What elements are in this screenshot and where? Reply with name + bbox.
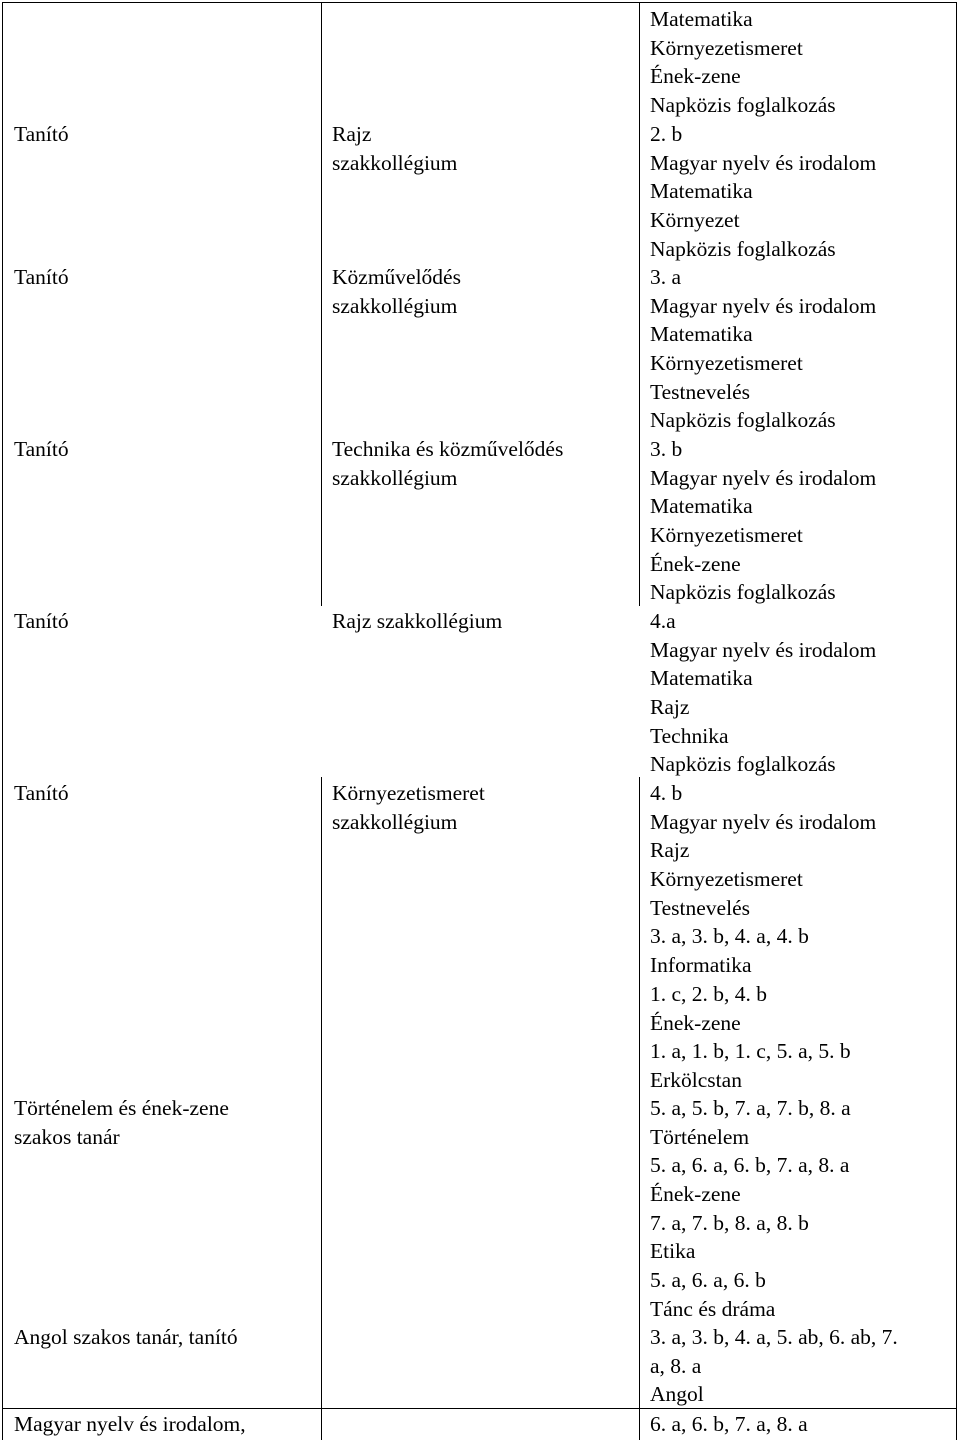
class-line: a, 8. a [650, 1353, 702, 1378]
class-line: 3. a [650, 265, 682, 289]
role-cell [14, 263, 69, 292]
class-line: 2. b [650, 122, 683, 146]
class-line: Erkölcstan [650, 1067, 742, 1092]
class-line: Környezetismeret [650, 35, 803, 60]
subject-line: Rajz [332, 122, 372, 146]
role-text: Tanító [14, 122, 69, 146]
class-line: Napközis foglalkozás [650, 93, 836, 118]
class-line: Ének-zene [650, 64, 741, 89]
table-border-right [956, 2, 957, 1440]
table-row [650, 5, 836, 120]
table-border-left [2, 2, 3, 1440]
class-line: Testnevelés [650, 895, 750, 920]
role-cell [14, 1094, 229, 1151]
class-line: Matematika [650, 179, 753, 204]
subject-line: Rajz szakkollégium [332, 609, 503, 633]
class-line: Rajz [650, 838, 690, 863]
role-text: Történelem és ének-zene [14, 1096, 229, 1120]
subject-line: szakkollégium [332, 465, 458, 490]
class-line: Matematika [650, 494, 753, 519]
subject-line: Közművelődés [332, 265, 461, 289]
subject-line: Technika és közművelődés [332, 437, 564, 461]
classes-cell [650, 263, 876, 435]
role-text: Angol szakos tanár, tanító [14, 1325, 238, 1349]
class-line: 3. a, 3. b, 4. a, 5. ab, 6. ab, 7. [650, 1325, 898, 1349]
table-border-top [2, 2, 957, 3]
class-line: Napközis foglalkozás [650, 236, 836, 261]
column-divider-2 [639, 777, 640, 1440]
class-line: 7. a, 7. b, 8. a, 8. b [650, 1210, 809, 1235]
class-line: Matematika [650, 322, 753, 347]
column-divider-1 [321, 2, 322, 606]
role-cell [14, 435, 69, 464]
class-line: Testnevelés [650, 379, 750, 404]
class-line: 5. a, 6. a, 6. b, 7. a, 8. a [650, 1153, 850, 1178]
class-line: Tánc és dráma [650, 1296, 776, 1321]
subject-cell [332, 607, 502, 636]
role-cell [14, 779, 69, 808]
class-line: Napközis foglalkozás [650, 752, 836, 777]
class-line: Környezetismeret [650, 523, 803, 548]
class-line: 3. b [650, 437, 683, 461]
subject-cell [332, 779, 485, 836]
role-cell [14, 1410, 246, 1439]
class-line: Ének-zene [650, 1010, 741, 1035]
class-line: Ének-zene [650, 551, 741, 576]
class-line: Magyar nyelv és irodalom [650, 809, 877, 834]
subject-line: szakkollégium [332, 809, 458, 834]
classes-cell [650, 1094, 851, 1324]
subject-cell [332, 120, 457, 177]
classes-cell [650, 435, 876, 607]
class-line: Rajz [650, 695, 690, 720]
class-line: Magyar nyelv és irodalom [650, 637, 877, 662]
class-line: Informatika [650, 953, 752, 978]
subject-line: szakkollégium [332, 293, 458, 318]
class-line: Történelem [650, 1124, 750, 1149]
class-line: Ének-zene [650, 1182, 741, 1207]
column-divider-1 [321, 777, 322, 1440]
role-text: Tanító [14, 609, 69, 633]
role-text: szakos tanár [14, 1124, 120, 1149]
class-line: Napközis foglalkozás [650, 408, 836, 433]
class-line: Matematika [650, 7, 753, 31]
role-cell [14, 1323, 238, 1352]
subject-line: szakkollégium [332, 150, 458, 175]
class-line: Környezet [650, 208, 740, 233]
class-line: Környezetismeret [650, 867, 803, 892]
role-text: Tanító [14, 265, 69, 289]
class-line: Angol [650, 1382, 704, 1407]
class-line: Napközis foglalkozás [650, 580, 836, 605]
subject-cell [332, 435, 563, 492]
subject-cell [332, 263, 461, 320]
class-line: 5. a, 6. a, 6. b [650, 1268, 766, 1293]
class-line: 4.a [650, 609, 676, 633]
classes-cell [650, 120, 876, 263]
class-line: Magyar nyelv és irodalom [650, 293, 877, 318]
class-line: Technika [650, 723, 729, 748]
subject-line: Környezetismeret [332, 781, 485, 805]
class-line: Matematika [650, 666, 753, 691]
class-line: Etika [650, 1239, 696, 1264]
classes-cell [650, 1323, 898, 1409]
column-divider-2 [639, 2, 640, 606]
class-line: 1. a, 1. b, 1. c, 5. a, 5. b [650, 1039, 851, 1064]
role-text: Magyar nyelv és irodalom, [14, 1412, 246, 1436]
class-line: 6. a, 6. b, 7. a, 8. a [650, 1412, 808, 1436]
class-line: 5. a, 5. b, 7. a, 7. b, 8. a [650, 1096, 851, 1120]
class-line: Magyar nyelv és irodalom [650, 465, 877, 490]
class-line: 4. b [650, 781, 683, 805]
classes-cell [650, 1410, 808, 1439]
role-cell [14, 120, 69, 149]
role-cell [14, 607, 69, 636]
classes-cell [650, 607, 876, 779]
class-line: 1. c, 2. b, 4. b [650, 981, 768, 1006]
class-line: Magyar nyelv és irodalom [650, 150, 877, 175]
role-text: Tanító [14, 437, 69, 461]
role-text: Tanító [14, 781, 69, 805]
class-line: 3. a, 3. b, 4. a, 4. b [650, 924, 809, 949]
class-line: Környezetismeret [650, 351, 803, 376]
classes-cell [650, 779, 876, 1095]
